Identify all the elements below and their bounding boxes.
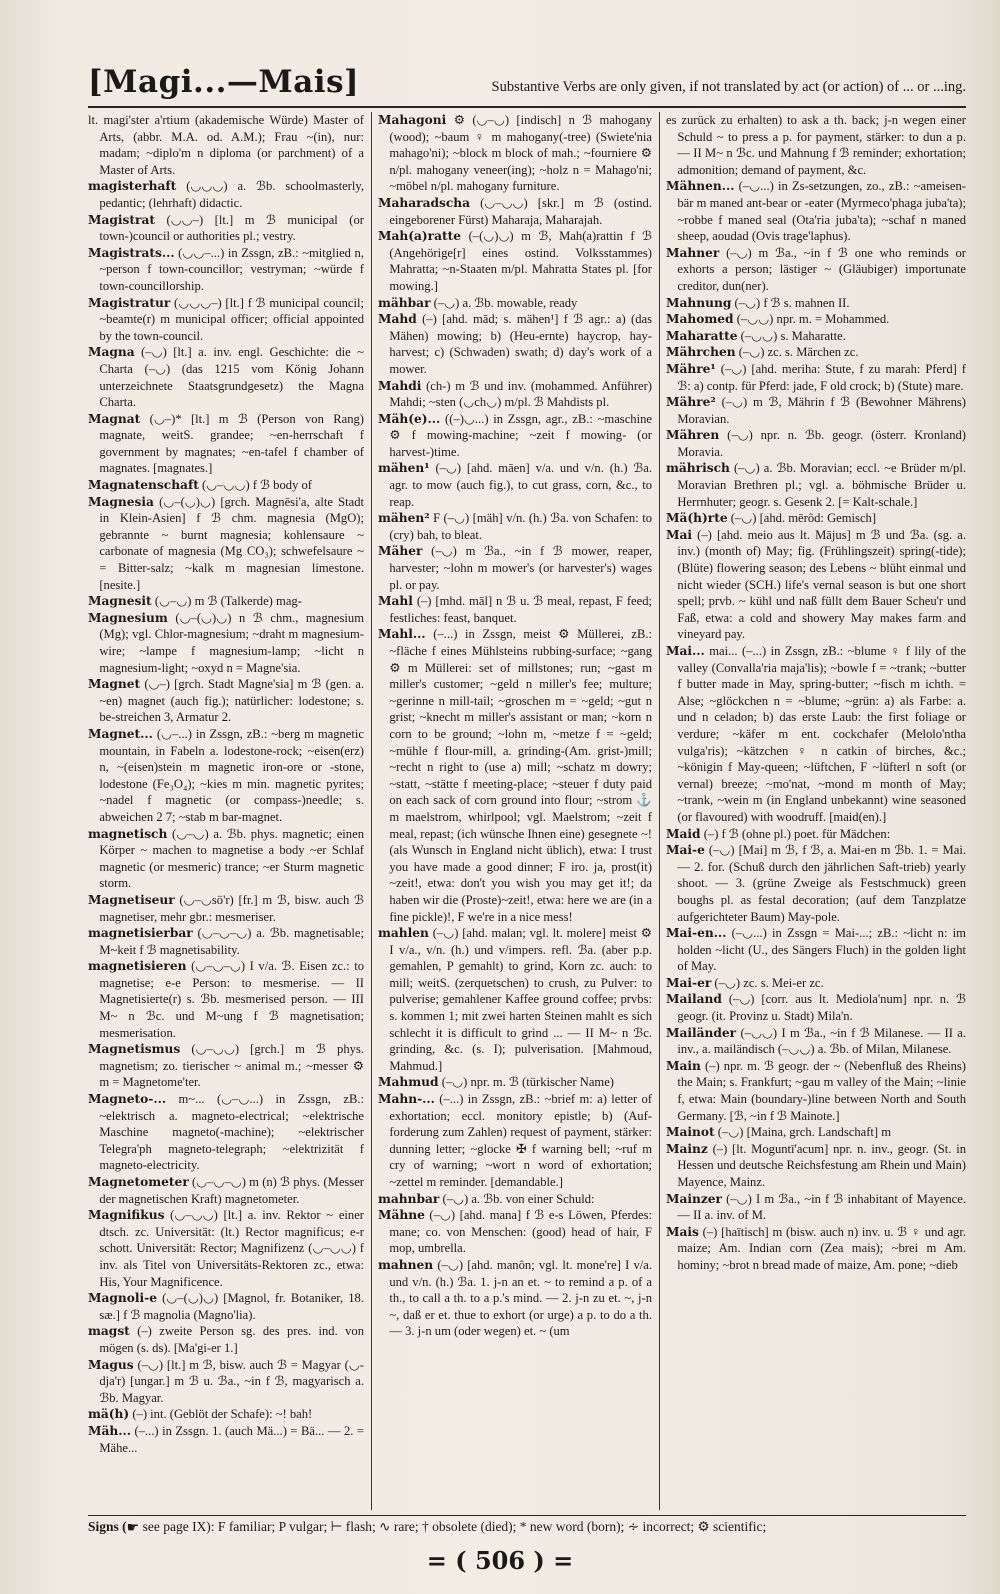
headword: Magnifikus	[88, 1208, 165, 1223]
entry-definition: (◡–) [grch. Stadt Magne'sia] m ℬ (gen. a. ~en) magnet (auch fig.); natürlicher: lodestone; s. be-streichen 3, Armatur 2.	[99, 677, 364, 725]
entry-definition: (–) f ℬ (ohne pl.) poet. für Mädchen:	[703, 826, 891, 841]
pointing-hand-icon: ☛	[126, 1521, 140, 1536]
entry-definition: (–◡) zc. s. Mei-er zc.	[714, 975, 824, 990]
signs-legend	[88, 1515, 966, 1540]
headword: mähen¹	[378, 461, 430, 476]
dictionary-entry	[666, 344, 966, 361]
dictionary-entry	[666, 991, 966, 1024]
entry-definition: (–◡) m ℬ, Mährin f ℬ (Bewohner Mährens) Moravian.	[677, 395, 966, 426]
entry-definition: (–◡) a. ℬb. Moravian; eccl. ~e Brüder m/pl. Moravian Brethren pl.; vgl. a. böhmische Brüder u. Herrnhuter; geogr. s. Gesenk 2. [= Kalt-schale.]	[677, 461, 966, 509]
dictionary-entry	[88, 1207, 364, 1290]
headword: Magnesium	[88, 610, 168, 625]
headword: Mahn-...	[378, 1092, 435, 1107]
headword: Mä(h)rte	[666, 511, 728, 526]
headword: Mahl...	[378, 627, 426, 642]
dictionary-entry	[88, 1423, 364, 1456]
headword: Mahdi	[378, 378, 422, 393]
headword: Mai-en...	[666, 926, 727, 941]
headword: mähbar	[378, 295, 431, 310]
headword: Mahmud	[378, 1075, 439, 1090]
headword: Mäh...	[88, 1423, 131, 1438]
headword: Mai-er	[666, 975, 712, 990]
entry-definition: (–◡) [ahd. māen] v/a. und v/n. (h.) ℬa. agr. to mow (auch fig.), to cut grass, corn, &c., to reap.	[389, 461, 652, 509]
dictionary-entry	[378, 925, 652, 1074]
dictionary-entry	[378, 1074, 652, 1091]
headword: Mahd	[378, 312, 417, 327]
dictionary-entry	[378, 1091, 652, 1191]
dictionary-entry	[666, 460, 966, 510]
dictionary-entry	[88, 1041, 364, 1091]
headword: Mai	[666, 527, 693, 542]
dictionary-entry	[88, 411, 364, 477]
entry-definition: (◡–(◡)◡) [grch. Magnēsi'a, alte Stadt in Klein-Asien] f ℬ chm. magnesia (MgO); gebrannte ~ burnt magnesia; kohlensaure ~ carbonate of magnesia (Mg CO₃); schwefelsaure ~ = Bitter-salz; ~kalk m magnesian limestone. [nesite.]	[99, 494, 364, 592]
headword: Mai...	[666, 644, 705, 658]
dictionary-entry	[666, 311, 966, 328]
dictionary-entry	[88, 958, 364, 1041]
entry-definition: (–◡) [Maina, grch. Landschaft] m	[717, 1125, 892, 1140]
headword: Mai-e	[666, 843, 705, 858]
entry-definition: (◡–(◡)◡) [Magnol, fr. Botaniker, 18. sæ.] f ℬ magnolia (Magno'lia).	[99, 1291, 364, 1322]
entry-definition: m~... (◡–◡...) in Zssgn, zB.: ~elektrisch a. magneto-electrical; ~elektrische Maschine magneto(-machine); ~elektrischer Telegra'ph magneto-telegraph; ~elektrizität f magneto-electricity.	[99, 1092, 364, 1173]
entry-definition: (◡–◡◡) f ℬ body of	[201, 478, 313, 493]
dictionary-entry	[378, 593, 652, 626]
dictionary-entry	[378, 311, 652, 377]
entry-definition: (–) [ahd. mād; s. mähen¹] f ℬ agr.: a) (das Mähen) mowing; b) (Heu-ernte) haycrop, hay-harvest; c) (Schwaden) swath; d) day's work of a mower.	[389, 312, 652, 376]
dictionary-entry	[378, 228, 652, 294]
entry-definition: (–) int. (Geblöt der Schafe): ~! bah!	[132, 1407, 313, 1422]
entry-definition: (–◡◡) npr. m. = Mohammed.	[736, 312, 890, 327]
entry-definition: ⚙ (◡–◡) [indisch] n ℬ mahogany (wood); ~baum ♀ m mahogany(-tree) (Swiete'nia mahago'ni); ~block m block of mah.; ~fourniere ⚙ n/pl. mahogany veneer(ing); ~holz n = Mahago'ni; ~möbel n/pl. mahogany furniture.	[389, 113, 652, 194]
headword: Mäh(e)...	[378, 411, 441, 426]
headword: Magistrats...	[88, 245, 175, 260]
entry-definition: (–◡◡) I m ℬa., ~in f ℬ Milanese. — II a. inv., a. mailändisch (–◡◡) a. ℬb. of Milan, Milanese.	[677, 1025, 966, 1057]
column-1	[88, 112, 364, 1510]
entry-definition: (◡–(◡)◡) n ℬ chm., magnesium (Mg); vgl. Chlor-magnesium; ~draht m magnesium-wire; ~lampe f magnesium-lamp; ~licht n magnesium-light; ~oxyd n = Magne'sia.	[99, 610, 364, 675]
entry-definition: (–◡) zc. s. Märchen zc.	[738, 345, 859, 360]
dictionary-entry	[666, 527, 966, 643]
dictionary-entry	[88, 1406, 364, 1423]
dictionary-entry	[378, 295, 652, 312]
dictionary-entry	[378, 626, 652, 925]
headword: Mähnen...	[666, 179, 735, 194]
headword: magst	[88, 1324, 130, 1339]
entry-definition: (–◡) [ahd. mērôd: Gemisch]	[730, 511, 877, 526]
dictionary-entry	[666, 394, 966, 427]
entry-definition: (◡–◡) m ℬ (Talkerde) mag-	[154, 594, 302, 609]
entry-definition: (◡◡◡–) [lt.] f ℬ municipal council; ~beamte(r) m municipal officer; official appointed by the town-council.	[99, 295, 364, 343]
entry-definition: (–◡) [lt.] m ℬ, bisw. auch ℬ = Magyar (◡-dja'r) [ungar.] m ℬ u. ℬa., ~in f ℬ, magyarisch a. ℬb. Magyar.	[99, 1357, 364, 1405]
headword: Magistratur	[88, 295, 171, 310]
entry-definition: (◡◡–) [lt.] m ℬ municipal (or town-)council or authorities pl.; vestry.	[99, 212, 364, 244]
dictionary-entry	[378, 195, 652, 228]
headword: Magnatenschaft	[88, 478, 199, 493]
headword: magnetisieren	[88, 959, 187, 974]
headword: Mahomed	[666, 312, 734, 327]
headword: Mainzer	[666, 1191, 722, 1206]
entry-definition: (–◡◡) s. Maharatte.	[740, 328, 846, 343]
headword: Mähne	[378, 1208, 425, 1223]
entry-definition: (◡–◡sö'r) [fr.] m ℬ, bisw. auch ℬ magnetiser, mehr gbr.: mesmeriser.	[99, 892, 364, 924]
entry-definition: (–(◡)◡) m ℬ, Mah(a)rattin f ℬ (Angehörige[r] eines ostind. Volksstammes) Mahratta; ~n-Staaten m/pl. Mahratta States pl. [for mowing.]	[389, 229, 652, 293]
headword: Main	[666, 1058, 701, 1073]
entry-definition: (–) [haïtisch] m (bisw. auch n) inv. u. ℬ ♀ und agr. maize; Am. Indian corn (Zea mais); ~brei m Am. hominy; ~brot n bread made of maize, Am. pone; ~dieb	[677, 1224, 966, 1272]
entry-definition: (–) [lt. Moguntī'acum] npr. n. inv., geogr. (St. in Hessen und deutsche Reichsfestung am Rhein und Main) Mayence, Mainz.	[677, 1141, 966, 1189]
headword: Maharatte	[666, 328, 738, 343]
headword: mahlen	[378, 926, 429, 941]
signs-label: Signs (	[88, 1519, 127, 1534]
dictionary-entry	[666, 1224, 966, 1274]
entry-definition: (–◡) npr. n. ℬb. geogr. (österr. Kronland) Moravia.	[677, 428, 966, 459]
dictionary-entry	[88, 1357, 364, 1407]
headword: Mähre²	[666, 395, 716, 410]
dictionary-entry	[88, 295, 364, 345]
page-number: = ( 506 ) =	[426, 1546, 574, 1575]
headword: Magneto-...	[88, 1092, 167, 1107]
dictionary-entry	[88, 593, 364, 610]
headword: Mah(a)ratte	[378, 229, 462, 244]
entry-definition: (◡–◡–◡) m (n) ℬ phys. (Messer der magnetischen Kraft) magnetometer.	[99, 1175, 364, 1206]
headword: magisterhaft	[88, 179, 177, 194]
column-rule	[371, 112, 372, 1510]
dictionary-entry	[88, 112, 364, 178]
headword: magnetisch	[88, 826, 168, 841]
entry-definition: (–◡) m ℬa., ~in f ℬ one who reminds or exhorts a person; lästiger ~ (Gläubiger) importunate creditor, dun(ner).	[677, 245, 966, 293]
dictionary-entry	[88, 178, 364, 211]
dictionary-entry	[666, 295, 966, 312]
dictionary-entry	[88, 1323, 364, 1356]
dictionary-entry	[666, 328, 966, 345]
headword: Mailänder	[666, 1025, 737, 1040]
entry-definition: (◡–◡–◡) a. ℬb. magnetisable; M~keit f ℬ magnetisability.	[99, 926, 364, 957]
entry-definition: (–◡) a. ℬb. mowable, ready	[433, 295, 578, 310]
entry-definition: (◡–◡) a. ℬb. phys. magnetic; einen Körper ~ machen to magnetise a body ~er Schlaf magnetic (or mesmeric) trance; ~er Sturm magnetic storm.	[99, 826, 364, 891]
entry-definition: (◡–)* [lt.] m ℬ (Person von Rang) magnate, weitS. grandee; ~en-herrschaft f government by magnates; ~en-tafel f chamber of magnates. [magnates.]	[99, 411, 364, 476]
dictionary-entry	[88, 245, 364, 295]
headword: Mähre¹	[666, 361, 716, 376]
entry-definition: ((–)◡...) in Zssgn, agr., zB.: ~maschine ⚙ f mowing-machine; ~zeit f mowing- (or harvest-)time.	[389, 411, 652, 459]
entry-definition: (–◡) [corr. aus lt. Mediola'num] npr. n. ℬ geogr. (it. Provinz u. Stadt) Mila'n.	[677, 992, 966, 1024]
entry-definition: (–◡) [lt.] a. inv. engl. Geschichte: die ~ Charta (–◡) (das 1215 vom König Johann unterzeichnete Staatsgrundgesetz) the Magna Charta.	[99, 345, 364, 410]
headword: Magnet...	[88, 726, 153, 741]
entry-definition: (◡–◡◡) [skr.] m ℬ (ostind. eingeborener Fürst) Maharaja, Maharajah.	[389, 195, 652, 227]
column-rule	[659, 112, 660, 1510]
dictionary-entry	[88, 826, 364, 892]
dictionary-entry	[378, 112, 652, 195]
entry-definition: (–) [mhd. māl] n ℬ u. ℬ meal, repast, F feed; festliches: feast, banquet.	[389, 594, 652, 625]
dictionary-entry	[88, 726, 364, 826]
dictionary-entry	[378, 1257, 652, 1340]
entry-definition: (–...) in Zssgn. 1. (auch Mä...) = Bä... — 2. = Mähe...	[99, 1423, 364, 1455]
entry-definition: (–◡) [ahd. mana] f ℬ e-s Löwen, Pferdes: mane; co. von Menschen: (good) head of hair, F mop, umbrella.	[389, 1208, 652, 1256]
entry-definition: (–◡) [ahd. meriha: Stute, f zu marah: Pferd] f ℬ: a) contp. für Pferd: jade, F old crock; b) (Stute) mare.	[677, 361, 966, 393]
column-3	[666, 112, 966, 1510]
entry-definition: (◡–◡–◡) I v/a. ℬ. Eisen zc.: to magnetise; e-e Person: to mesmerise. — II Magnetisierte(r) s. ℬb. mesmerised person. — III M~ n ℬc. und M~ung f ℬ magnetisation; mesmerisation.	[99, 959, 364, 1040]
entry-definition: (◡–...) in Zssgn, zB.: ~berg m magnetic mountain, in Fabeln a. lodestone-rock; ~eisen(erz) n, ~(eisen)stein m magnetic iron-ore or -stone, lodestone (Fe₃O₄); ~kies m min. magnetic pyrites; ~nadel f magnetic (or compass-)needle; s. abweichen 2 7; ~stab m bar-magnet.	[99, 726, 364, 824]
entry-definition: (–) zweite Person sg. des pres. ind. von mögen (s. ds). [Ma'gi-er 1.]	[99, 1324, 364, 1355]
headword: Mainz	[666, 1141, 708, 1156]
entry-definition: (–◡...) in Zs-setzungen, zo., zB.: ~ameisen-bär m maned ant-bear or -eater (Myrmeco'phaga juba'ta); ~robbe f maned seal (Ota'ria juba'ta); ~schaf n maned sheep, aoudad (Ovis trage'laphus).	[677, 179, 966, 244]
dictionary-entry	[666, 178, 966, 244]
headword: magnetisierbar	[88, 926, 193, 941]
dictionary-entry	[378, 1191, 652, 1208]
column-2	[378, 112, 652, 1510]
entry-definition: es zurück zu erhalten) to ask a th. back; j-n wegen einer Schuld ~ to press a p. for payment, stärker: to dun a p. — II M~ n ℬc. und Mahnung f ℬ reminder; exhortation; admonition; demand of payment, &c.	[666, 113, 966, 177]
signs-text: see page IX): F familiar; P vulgar; ⊢ flash; ∿ rare; † obsolete (died); * new word (born); ∻ incorrect; ⚙ scientific;	[139, 1519, 767, 1534]
headword: Maharadscha	[378, 195, 471, 210]
entry-range: [Magi...—Mais]	[88, 64, 360, 100]
page-header	[88, 62, 966, 108]
headword: Mahl	[378, 594, 413, 609]
headword: Mahnung	[666, 295, 732, 310]
headword: Mailand	[666, 992, 722, 1007]
dictionary-entry	[666, 925, 966, 975]
entry-definition: (–...) in Zssgn, zB.: ~brief m: a) letter of exhortation; eccl. monitory epistle; b) (Auf-forderung zum Zahlen) request of payment, stärker: dunning letter; ~glocke ✠ f warning bell; ~ruf m cry of warning; ~wort n word of exhortation; ~zettel m reminder. [demandable.]	[389, 1092, 652, 1189]
dictionary-entry	[666, 1058, 966, 1124]
dictionary-entry	[666, 975, 966, 992]
headword: mahnbar	[378, 1191, 440, 1206]
headword: Mais	[666, 1224, 699, 1239]
headword: Magna	[88, 345, 135, 360]
dictionary-entry	[666, 361, 966, 394]
headword: Magnetometer	[88, 1175, 189, 1189]
headword: Magus	[88, 1357, 134, 1372]
entry-definition: (–) [ahd. meio aus lt. Mājus] m ℬ und ℬa. (sg. a. inv.) (month of) May; fig. (Frühlingszeit) spring(-tide); (Blüte) flowering season; des Lebens ~ blüht einmal und nicht wieder (SCH.) life's vernal season is but one short spell; prvb. ~ kühl und naß füllt dem Bauer Scheu'r und Faß, etwa: a cold and showery May makes farm and vineyard pay.	[677, 527, 966, 642]
dictionary-entry	[88, 494, 364, 594]
headword: Magnat	[88, 411, 141, 426]
entry-definition: (–◡) [ahd. manôn; vgl. lt. mone're] I v/a. und v/n. (h.) ℬa. 1. j-n an et. ~ to remind a p. of a th., to call a th. to a p.'s mind. — 2. j-n zu et. ~, j-n ~, daß er et. thue to exhort (or urge) a p. to do a th. — 3. j-n um (oder wegen) et. ~ (um	[389, 1257, 652, 1339]
headword: Magnetiseur	[88, 892, 175, 907]
dictionary-entry	[378, 510, 652, 543]
headword: Magnesia	[88, 494, 154, 509]
entry-definition: (–◡...) in Zssgn = Mai-...; zB.: ~licht n: im holden ~licht (U., des Sängers Fluch) in the golden light of May.	[677, 926, 966, 974]
headword: Magnoli-e	[88, 1291, 157, 1306]
entry-columns	[88, 112, 966, 1510]
dictionary-entry	[666, 510, 966, 527]
entry-definition: (–◡) a. ℬb. von einer Schuld:	[442, 1191, 595, 1206]
entry-definition: (–) npr. m. ℬ geogr. der ~ (Nebenfluß des Rheins) the Main; s. Frankfurt; ~gau m valley of the Main; ~linie f, etwa: Main (boundary-)line between North and South Germany. [ℬ, ~in f ℬ Mainote.]	[677, 1058, 966, 1123]
headword: Mahagoni	[378, 113, 447, 127]
entry-definition: (◡–◡◡) [grch.] m ℬ phys. magnetism; zo. tierischer ~ animal m.; ~messer ⚙ m = Magnetome'ter.	[99, 1042, 364, 1090]
headword: Magnetismus	[88, 1042, 181, 1057]
headword: Maid	[666, 826, 701, 841]
dictionary-entry	[378, 411, 652, 461]
dictionary-entry	[666, 1124, 966, 1141]
headword: Mahner	[666, 245, 720, 260]
headword: Mährchen	[666, 345, 736, 360]
entry-definition: (◡◡◡) a. ℬb. schoolmasterly, pedantic; (lehrhaft) didactic.	[99, 179, 364, 210]
entry-definition: (–◡) m ℬa., ~in f ℬ mower, reaper, harvester; ~lohn m mower's (or harvester's) wages pl. or pay.	[389, 544, 652, 592]
dictionary-entry	[666, 427, 966, 460]
dictionary-entry	[666, 245, 966, 295]
entry-definition: (–...) in Zssgn, meist ⚙ Müllerei, zB.: ~fläche f eines Mühlsteins rubbing-surface; ~gang ⚙ m Müllerei: set of millstones; run; ~gast m miller's customer; ~geld n miller's fee; multure; ~gerinne n mill-tail; ~groschen m = ~geld; ~gut n grist; ~knecht m miller's assistant or man; ~korn n corn to be ground; ~lohn m, ~metze f = ~geld; ~mühle f flour-mill, a. grinding-(Am. grist-)mill; ~recht n right to (use a) mill; ~schatz m dowry; ~statt, ~stätte f meeting-place; ~steuer f duty paid on each sack of corn ground into flour; ~strom ⚓ m maelstrom, whirlpool; vgl. Maelstrom; ~zeit f meal, repast; (ich wünsche Ihnen eine) gesegnete ~! (als Wunsch in England nicht üblich), etwa: I trust you have made a good dinner; F iro. ja, prost(it) ~zeit!, etwa: don't you wish you may get it!; da haben wir die (Proste)~zeit!, etwa: here we are (in a fine pickle)!, F we're in a nice mess!	[389, 627, 652, 924]
dictionary-entry	[666, 842, 966, 925]
entry-definition: (–◡) [ahd. malan; vgl. lt. molere] meist ⚙ I v/a., v/n. (h.) und v/impers. refl. ℬa. (aber p.p. gemahlen, P gemahlt) to grind, Korn zc. auch: to mill; weitS. (zerquetschen) to crush, zu Pulver: to pulverise; gemahlener Kaffee ground coffee; prvbs: s. kommen 1; mit zwei harten Steinen mahlt es sich schlecht it is difficult to grind ... — II M~ n ℬc. grinding, &c. (s. I); pulverisation. [Mahmoud, Mahmud.]	[389, 926, 652, 1073]
dictionary-entry	[378, 543, 652, 593]
entry-definition: (–◡) f ℬ s. mahnen II.	[734, 295, 850, 310]
headword: mähen²	[378, 511, 430, 526]
entry-definition: (ch-) m ℬ und inv. (mohammed. Anführer) Mahdi; ~sten (◡ch◡) m/pl. ℬ Mahdists pl.	[389, 378, 652, 410]
headword: Magnet	[88, 677, 141, 692]
dictionary-entry	[88, 344, 364, 410]
dictionary-entry	[666, 1191, 966, 1224]
headword: mä(h)	[88, 1407, 130, 1422]
entry-definition: mai... (–...) in Zssgn, zB.: ~blume ♀ f lily of the valley (Convalla'ria maja'lis); ~bowle f = ~trank; ~butter f butter made in May, spring-butter; ~fisch m ichth. = Alse; ~glöckchen n = ~blume; ~grün: a) als Farbe: a. und n celadon; b) das erste Laub: the first foliage or verdure; ~käfer m ent. cockchafer (Melolo'ntha vulga'ris); ~kätzchen ♀ n catkin of birches, &c.; ~königin f May-queen; ~lüftchen, F ~lüfterl n soft (or vernal) breeze; ~mo'nat, ~mond m month of May; ~trank, ~wein m (in England unbekannt) wine seasoned (or flavoured) with woodruff. [maid(en).]	[677, 644, 966, 824]
headword: Magnesit	[88, 594, 152, 609]
headword: Mähren	[666, 428, 720, 443]
dictionary-entry	[378, 1207, 652, 1257]
dictionary-entry	[88, 676, 364, 726]
dictionary-entry	[88, 1290, 364, 1323]
entry-definition: (◡–◡◡) [lt.] a. inv. Rektor ~ einer dtsch. zc. Universität: (lt.) Rector magnificus; e-r schott. Universität: Rector; Magnifizenz (◡–◡◡) f inv. als Titel von Universitäts-Rektoren zc., etwa: His, Your Magnificence.	[99, 1208, 364, 1289]
dictionary-entry	[666, 1141, 966, 1191]
dictionary-entry	[88, 610, 364, 676]
headword: Mäher	[378, 544, 423, 559]
dictionary-entry	[88, 925, 364, 958]
dictionary-entry	[378, 460, 652, 510]
entry-definition: F (–◡) [mäh] v/n. (h.) ℬa. von Schafen: to (cry) bah, to bleat.	[389, 511, 652, 542]
headword: mahnen	[378, 1257, 434, 1272]
header-note: Substantive Verbs are only given, if not translated by act (or action) of ... or ...ing.	[491, 79, 966, 95]
dictionary-entry	[666, 112, 966, 178]
dictionary-entry	[88, 477, 364, 494]
dictionary-entry	[666, 643, 966, 826]
entry-definition: lt. magi'ster a'rtium (akademische Würde) Master of Arts, (abbr. M.A. od. A.M.); Frau ~(in), nur: madam; ~diplo'm n diploma (or parchment) of a Master of Arts.	[88, 113, 364, 177]
headword: mährisch	[666, 461, 730, 476]
entry-definition: (–◡) npr. m. ℬ (türkischer Name)	[441, 1075, 615, 1090]
dictionary-entry	[88, 212, 364, 245]
entry-definition: (◡◡–...) in Zssgn, zB.: ~mitglied n, ~person f town-councillor; vestryman; ~würde f town-councillorship.	[99, 245, 364, 293]
entry-definition: (–◡) I m ℬa., ~in f ℬ inhabitant of Mayence. — II a. inv. of M.	[677, 1191, 966, 1223]
dictionary-entry	[88, 1174, 364, 1207]
headword: Magistrat	[88, 212, 155, 227]
entry-definition: (–◡) [Mai] m ℬ, f ℬ, a. Mai-en m ℬb. 1. = Mai. — 2. for. (Schuß durch den jährlichen Saft-trieb) yearly shoot. — 3. (grüne Zweige als Festschmuck) green boughs pl. as festal decoration; (auf dem Tanzplatze aufgerichteter Baum) May-pole.	[677, 843, 966, 924]
dictionary-entry	[666, 1025, 966, 1058]
dictionary-entry	[378, 378, 652, 411]
dictionary-entry	[88, 892, 364, 925]
dictionary-entry	[666, 826, 966, 843]
dictionary-entry	[88, 1091, 364, 1174]
headword: Mainot	[666, 1125, 715, 1140]
